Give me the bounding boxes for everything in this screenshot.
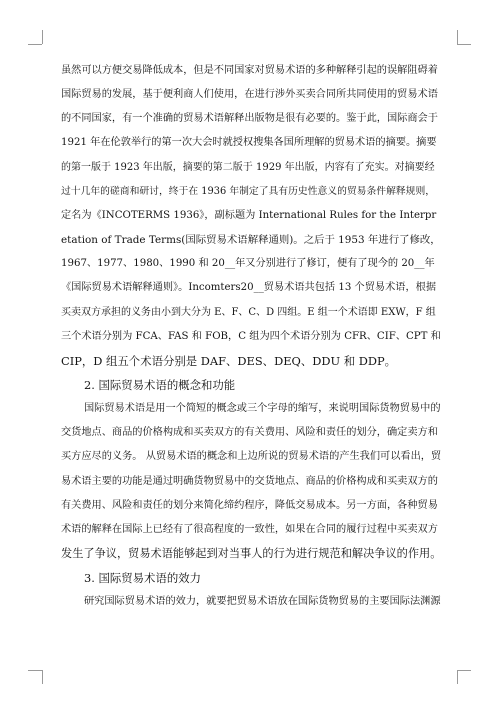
text-line: 2. 国际贸易术语的概念和功能 [84, 377, 236, 392]
text-line: 买卖双方承担的义务由小到大分为 E、F、C、D 四组。E 组一个术语即 EXW，F 组 [61, 306, 436, 318]
crop-mark-top-right-horizontal [457, 44, 471, 45]
text-line: 术语的解释在国际上已经有了很高程度的一致性，如果在合同的履行过程中买卖双方 [61, 523, 438, 535]
text-line: 易术语主要的功能是通过明确货物贸易中的交货地点、商品的价格构成和买卖双方的 [61, 475, 438, 487]
crop-mark-top-left-horizontal [28, 44, 42, 45]
crop-mark-top-left-vertical [42, 30, 43, 44]
text-line: 买方应尽的义务。 从贸易术语的概念和上边所说的贸易术语的产生我们可以看出，贸 [61, 451, 442, 463]
text-line: 1921 年在伦敦举行的第一次大会时就授权搜集各国所理解的贸易术语的摘要。摘要 [61, 137, 437, 149]
text-line: 虽然可以方便交易降低成本，但是不同国家对贸易术语的多种解释引起的误解阻碍着 [61, 65, 438, 76]
crop-mark-bottom-left-vertical [42, 670, 43, 684]
text-line: 有关费用、风险和责任的划分来简化缔约程序，降低交易成本。另一方面，各种贸易 [61, 499, 438, 511]
text-line: 国际贸易的发展，基于便利商人们使用，在进行涉外买卖合同所共同使用的贸易术语 [61, 89, 438, 101]
text-line: etation of Trade Terms(国际贸易术语解释通则)。之后于 1953 年进行了修改， [61, 234, 441, 247]
text-line: CIP，D 组五个术语分别是 DAF、DES、DEQ、DDU 和 DDP。 [61, 353, 397, 368]
crop-mark-bottom-right-horizontal [457, 670, 471, 671]
text-line: 发生了争议，贸易术语能够起到对当事人的行为进行规范和解决争议的作用。 [61, 547, 442, 560]
text-line: 的不同国家，有一个准确的贸易术语解释出版物是很有必要的。鉴于此，国际商会于 [61, 113, 438, 125]
crop-mark-bottom-right-vertical [457, 670, 458, 684]
text-line: 国际贸易术语是用一个简短的概念或三个字母的缩写，来说明国际货物贸易中的 [84, 403, 441, 415]
crop-mark-top-right-vertical [457, 30, 458, 44]
text-line: 三个术语分别为 FCA、FAS 和 FOB，C 组为四个术语分别为 CFR、CIF、CPT 和 [61, 330, 441, 342]
text-line: 交货地点、商品的价格构成和买卖双方的有关费用、风险和责任的划分，确定卖方和 [61, 427, 438, 439]
text-line: 的第一版于 1923 年出版，摘要的第二版于 1929 年出版，内容有了充实。对摘要经 [61, 161, 435, 173]
text-line: 过十几年的磋商和研讨，终于在 1936 年制定了具有历史性意义的贸易条件解释规则， [61, 185, 436, 197]
text-line: 研究国际贸易术语的效力，就要把贸易术语放在国际货物贸易的主要国际法渊源 [84, 596, 441, 608]
text-line: 3. 国际贸易术语的效力 [84, 571, 202, 586]
text-line: 1967、1977、1980、1990 和 20__年又分别进行了修订，便有了现今的 20__年 [61, 258, 435, 270]
text-line: 定名为《INCOTERMS 1936》，副标题为 International Rules for the Interpr [61, 209, 437, 221]
text-line: 《国际贸易术语解释通则》。Incomters20__贸易术语共包括 13 个贸易术语，根据 [61, 282, 437, 294]
crop-mark-bottom-left-horizontal [28, 670, 42, 671]
